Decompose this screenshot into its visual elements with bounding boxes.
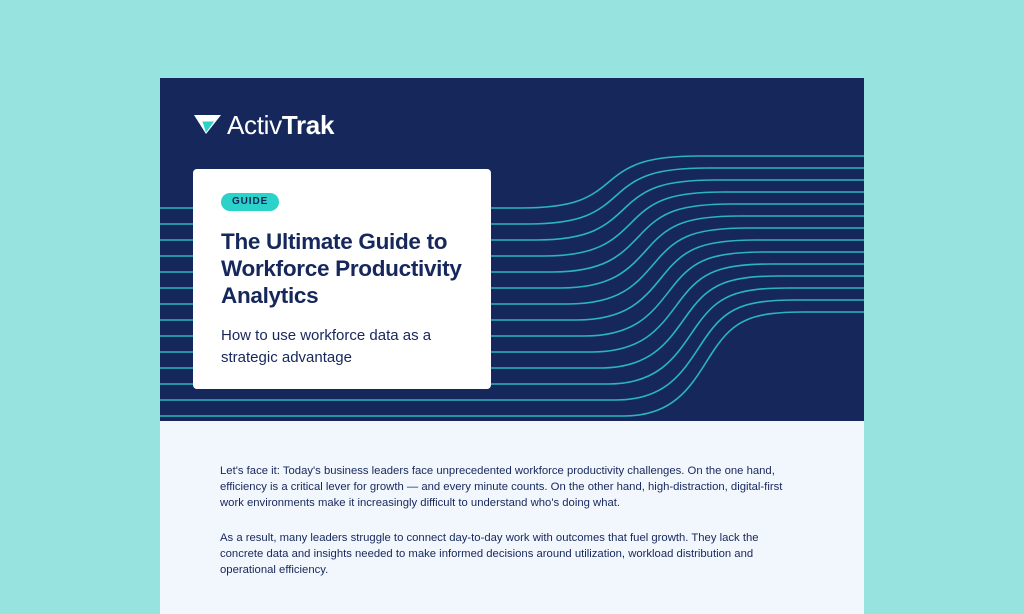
status-badge: GUIDE <box>221 193 279 211</box>
body-copy <box>220 463 800 578</box>
brand-logo-text-light: Activ <box>227 110 282 140</box>
title-card <box>193 169 491 389</box>
page-title: The Ultimate Guide to Workforce Productivity Analytics <box>221 229 462 308</box>
body-paragraph-2: As a result, many leaders struggle to connect day-to-day work with outcomes that fuel growth. They lack the concrete data and insights needed to make informed decisions around utilization, workload distribution and operational efficiency. <box>220 531 759 577</box>
page-subtitle: How to use workforce data as a strategic advantage <box>221 327 432 366</box>
brand-logo-text-bold: Trak <box>281 110 335 140</box>
body-paragraph-1: Let's face it: Today's business leaders face unprecedented workforce productivity challenges. On the one hand, efficiency is a critical lever for growth — and every minute counts. On the other hand, high-distraction, digital-first work environments make it increasingly difficult to understand who's doing what. <box>220 465 783 510</box>
brand-logo-text <box>227 112 334 138</box>
hero-banner <box>160 78 864 421</box>
activtrak-arrow-logo-icon <box>193 113 223 137</box>
brand-logo <box>193 110 334 140</box>
document-page <box>160 78 864 614</box>
